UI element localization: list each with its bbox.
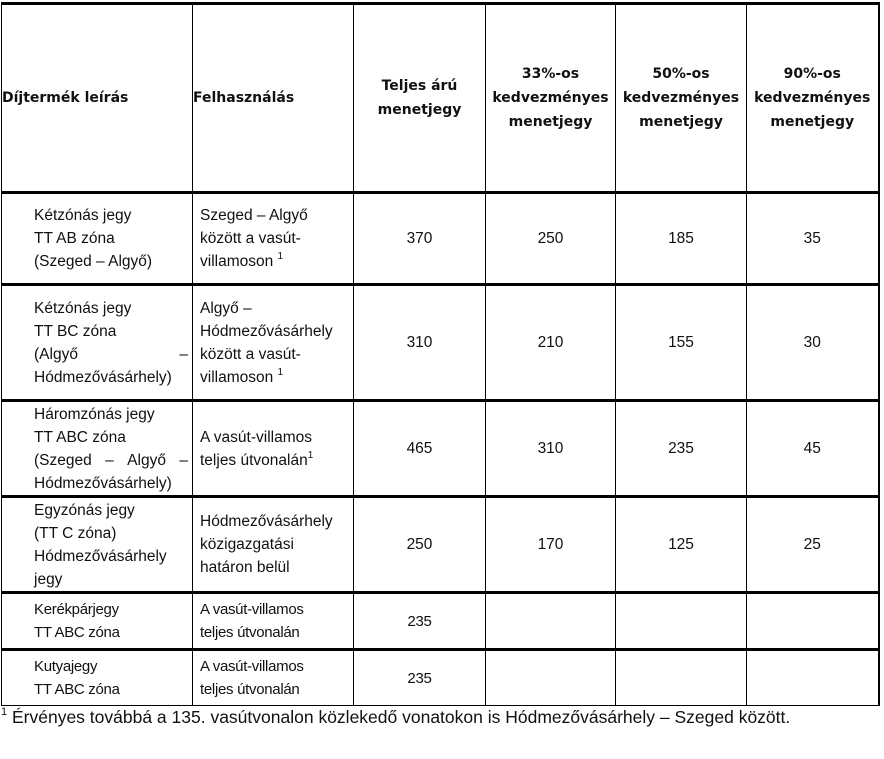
footnote-ref: 1 [307,449,314,461]
usage-line [200,250,350,273]
footnote-marker: 1 [1,706,8,718]
desc-line: Kétzónás jegy [34,207,132,224]
footnote-text: Érvényes továbbá a 135. vasútvonalon közlekedő vonatokon is Hódmezővásárhely – Szeged között. [7,707,791,727]
discount-50-cell: 155 [616,285,747,401]
usage-text: villamoson [200,253,278,270]
usage-line: Algyő – [200,299,252,317]
discount-90-cell: 30 [747,285,879,401]
discount-33-cell: 310 [486,401,616,497]
header-discount-50 [616,4,747,193]
desc-line: TT ABC zóna [34,681,120,698]
header-discount-50-line-1: 50%-os [652,66,710,82]
usage-line [200,366,350,389]
desc-line: Kétzónás jegy [34,299,132,317]
desc-line [34,343,188,366]
desc-line: Hódmezővásárhely) [34,368,172,386]
discount-50-cell: 185 [616,193,747,285]
discount-90-cell: 35 [747,193,879,285]
usage-line: között a vasút- [200,230,301,247]
usage-line [200,449,350,472]
usage-cell [193,497,354,593]
desc-line: Hódmezővásárhely) [34,474,172,492]
product-description-cell [2,285,193,401]
table-row [2,285,879,401]
fare-table [1,2,880,706]
discount-33-cell: 250 [486,193,616,285]
header-discount-50-line-3: menetjegy [639,114,723,130]
discount-90-cell [747,593,879,650]
usage-cell [193,650,354,706]
full-price-cell: 250 [354,497,486,593]
usage-text: teljes útvonalán [200,451,308,469]
header-discount-33-line-1: 33%-os [521,66,580,82]
table-row [2,650,879,706]
table-row [2,593,879,650]
header-full-price [354,4,486,193]
product-description-cell [2,593,193,650]
desc-line: Kutyajegy [34,658,98,675]
desc-line: Egyzónás jegy [34,501,135,519]
discount-50-cell [616,650,747,706]
header-discount-90-line-1: 90%-os [783,66,841,82]
usage-line: közigazgatási [200,536,294,553]
header-product-description: Díjtermék leírás [2,4,193,193]
header-discount-90 [747,4,879,193]
footnote [1,705,871,730]
discount-33-cell: 170 [486,497,616,593]
usage-line: A vasút-villamos [200,658,304,675]
desc-line [34,449,188,472]
full-price-cell: 310 [354,285,486,401]
header-discount-33 [486,4,616,193]
header-discount-90-line-2: kedvezményes [754,90,871,106]
header-discount-33-line-2: kedvezményes [492,90,609,106]
full-price-cell: 370 [354,193,486,285]
desc-word: – [179,451,188,469]
usage-line: határon belül [200,559,290,576]
product-description-cell [2,193,193,285]
desc-line: Hódmezővásárhely [34,547,167,565]
full-price-cell: 465 [354,401,486,497]
usage-cell [193,285,354,401]
header-usage: Felhasználás [193,4,354,193]
table-row [2,497,879,593]
usage-line: teljes útvonalán [200,681,300,698]
product-description-cell [2,497,193,593]
usage-line: teljes útvonalán [200,624,300,641]
header-discount-50-line-2: kedvezményes [622,90,740,106]
usage-cell [193,401,354,497]
desc-line: TT ABC zóna [34,624,120,641]
usage-line: Szeged – Algyő [200,207,308,224]
usage-line: A vasút-villamos [200,601,304,618]
header-discount-90-line-3: menetjegy [770,114,855,130]
table-row [2,401,879,497]
usage-line: Hódmezővásárhely [200,513,333,530]
discount-50-cell: 125 [616,497,747,593]
desc-line: Kerékpárjegy [34,601,119,618]
desc-word: (Algyő [34,345,78,363]
desc-line: TT BC zóna [34,322,117,340]
discount-33-cell: 210 [486,285,616,401]
desc-line: (Szeged – Algyő) [34,253,153,270]
desc-line: TT AB zóna [34,230,115,247]
discount-33-cell [486,593,616,650]
header-row [2,4,879,193]
desc-line: TT ABC zóna [34,428,126,446]
usage-cell [193,193,354,285]
header-discount-33-line-3: menetjegy [508,114,593,130]
footnote-ref: 1 [277,251,284,262]
discount-90-cell [747,650,879,706]
desc-word: – [105,451,114,469]
full-price-cell: 235 [354,650,486,706]
discount-90-cell: 25 [747,497,879,593]
discount-50-cell: 235 [616,401,747,497]
header-full-price-line-1: Teljes árú [381,78,458,94]
usage-cell [193,593,354,650]
desc-word: (Szeged [34,451,92,469]
discount-50-cell [616,593,747,650]
usage-line: A vasút-villamos [200,428,312,446]
desc-line: (TT C zóna) [34,524,117,542]
desc-word: – [179,345,188,363]
full-price-cell: 235 [354,593,486,650]
table-row [2,193,879,285]
discount-90-cell: 45 [747,401,879,497]
usage-text: villamoson [200,368,278,386]
desc-line: Háromzónás jegy [34,405,155,423]
discount-33-cell [486,650,616,706]
product-description-cell [2,650,193,706]
footnote-ref: 1 [277,366,284,378]
desc-line: jegy [34,570,63,588]
header-full-price-line-2: menetjegy [377,102,462,118]
usage-line: Hódmezővásárhely [200,322,333,340]
product-description-cell [2,401,193,497]
usage-line: között a vasút- [200,345,301,363]
desc-word: Algyő [127,451,166,469]
